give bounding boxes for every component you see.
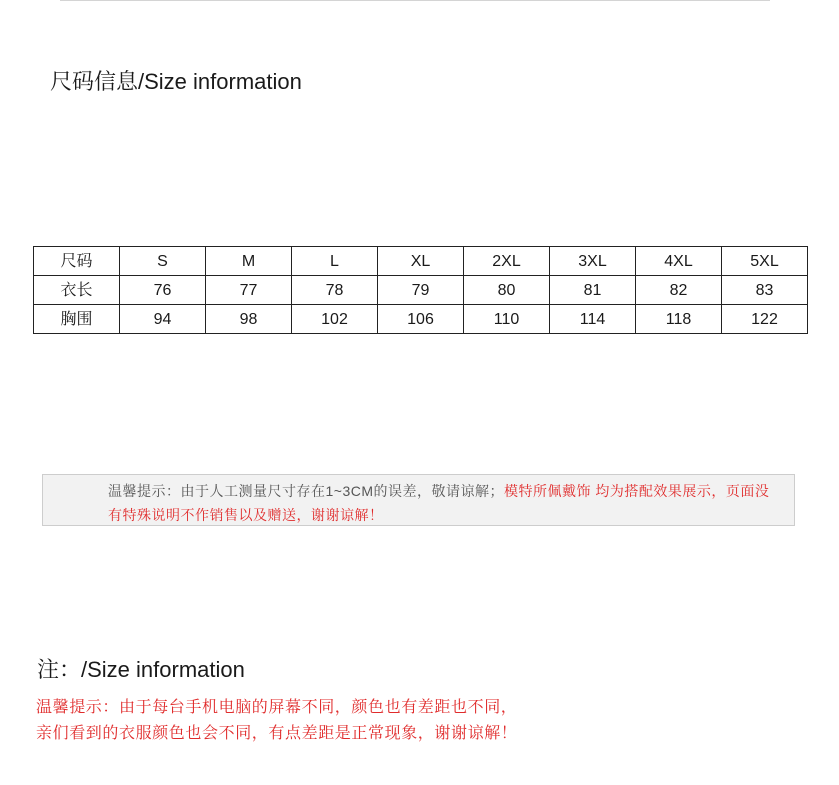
size-info-title: 尺码信息/Size information — [50, 69, 302, 94]
size-table — [33, 246, 808, 334]
size-row — [34, 247, 808, 276]
length-cell: 81 — [550, 276, 636, 305]
size-cell: 5XL — [722, 247, 808, 276]
length-cell: 82 — [636, 276, 722, 305]
note-line: 亲们看到的衣服颜色也会不同，有点差距是正常现象，谢谢谅解！ — [36, 725, 518, 742]
chest-cell: 114 — [550, 305, 636, 334]
notice-line-2: 有特殊说明不作销售以及赠送，谢谢谅解！ — [108, 507, 384, 523]
chest-cell: 102 — [292, 305, 378, 334]
length-row — [34, 276, 808, 305]
length-cell: 80 — [464, 276, 550, 305]
row-label-size: 尺码 — [34, 247, 120, 276]
chest-cell: 106 — [378, 305, 464, 334]
chest-cell: 98 — [206, 305, 292, 334]
notice-line-1 — [108, 479, 794, 503]
note-line: 温馨提示：由于每台手机电脑的屏幕不同，颜色也有差距也不同， — [36, 699, 518, 716]
length-cell: 83 — [722, 276, 808, 305]
size-cell: S — [120, 247, 206, 276]
chest-cell: 122 — [722, 305, 808, 334]
chest-cell: 110 — [464, 305, 550, 334]
notice-accessory-text: 模特所佩戴饰 均为搭配效果展示，页面没 — [504, 483, 770, 499]
chest-cell: 118 — [636, 305, 722, 334]
chest-cell: 94 — [120, 305, 206, 334]
length-cell: 76 — [120, 276, 206, 305]
top-divider — [60, 0, 770, 1]
color-difference-note — [36, 695, 517, 747]
chest-row — [34, 305, 808, 334]
size-cell: 3XL — [550, 247, 636, 276]
row-label-chest: 胸围 — [34, 305, 120, 334]
measurement-notice-box — [42, 474, 795, 526]
length-cell: 78 — [292, 276, 378, 305]
length-cell: 77 — [206, 276, 292, 305]
size-cell: L — [292, 247, 378, 276]
length-cell: 79 — [378, 276, 464, 305]
size-cell: 4XL — [636, 247, 722, 276]
size-cell: XL — [378, 247, 464, 276]
size-cell: 2XL — [464, 247, 550, 276]
size-cell: M — [206, 247, 292, 276]
row-label-length: 衣长 — [34, 276, 120, 305]
note-title: 注：/Size information — [37, 657, 245, 682]
notice-measurement-text: 温馨提示：由于人工测量尺寸存在1~3CM的误差，敬请谅解； — [108, 483, 505, 499]
